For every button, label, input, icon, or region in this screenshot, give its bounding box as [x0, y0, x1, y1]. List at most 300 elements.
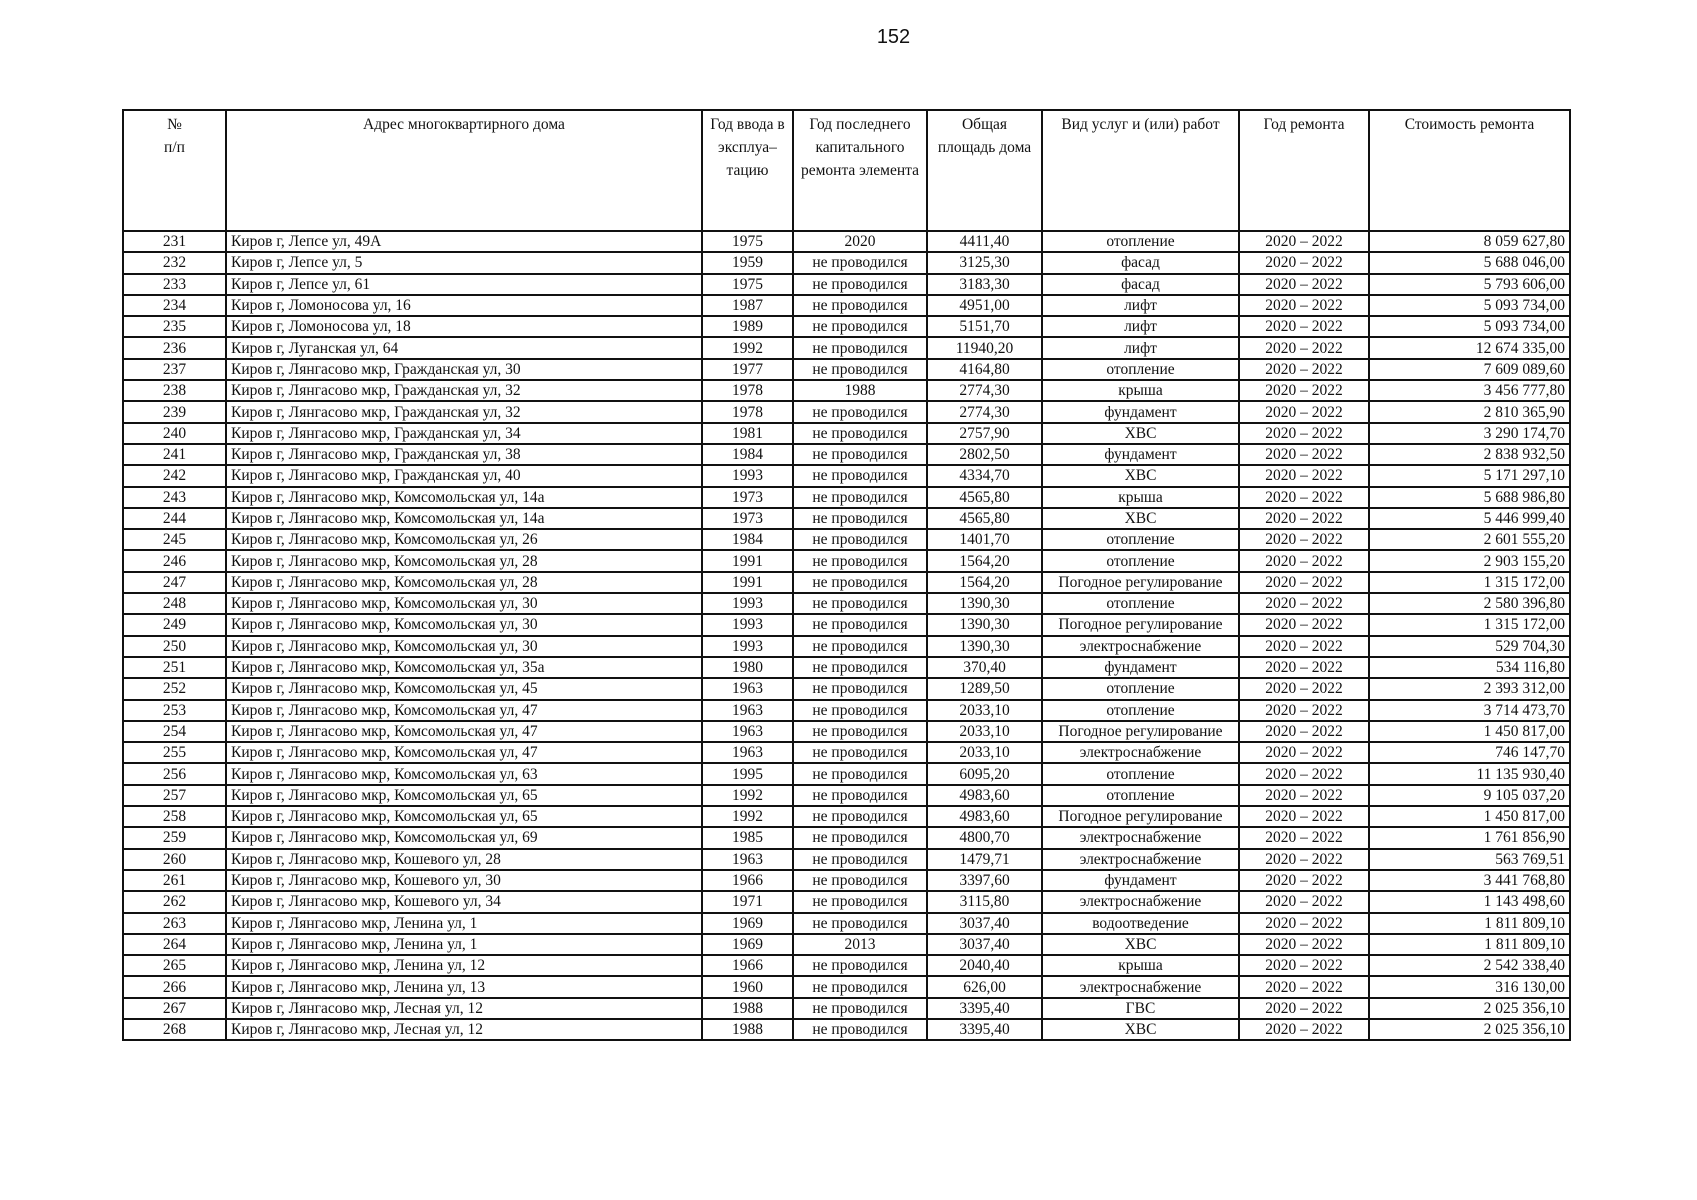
cell-last-repair: не проводился — [793, 849, 927, 870]
cell-repair-year: 2020 – 2022 — [1239, 891, 1369, 912]
cell-year-built: 1966 — [702, 870, 793, 891]
table-row — [123, 742, 1570, 763]
cell-repair-year: 2020 – 2022 — [1239, 572, 1369, 593]
cell-year-built: 1973 — [702, 508, 793, 529]
table-row — [123, 252, 1570, 273]
cell-area: 2040,40 — [927, 955, 1042, 976]
cell-num: 233 — [123, 274, 226, 295]
cell-address: Киров г, Лянгасово мкр, Комсомольская ул, 47 — [226, 742, 702, 763]
repair-table — [122, 109, 1571, 1041]
cell-cost: 2 025 356,10 — [1369, 998, 1570, 1019]
cell-num: 235 — [123, 316, 226, 337]
cell-year-built: 1963 — [702, 742, 793, 763]
table-row — [123, 870, 1570, 891]
cell-last-repair: не проводился — [793, 913, 927, 934]
table-body — [123, 231, 1570, 1040]
cell-last-repair: не проводился — [793, 295, 927, 316]
cell-cost: 8 059 627,80 — [1369, 231, 1570, 252]
cell-year-built: 1980 — [702, 657, 793, 678]
cell-year-built: 1981 — [702, 423, 793, 444]
cell-service: отопление — [1042, 593, 1239, 614]
cell-last-repair: не проводился — [793, 806, 927, 827]
cell-address: Киров г, Лянгасово мкр, Гражданская ул, 32 — [226, 380, 702, 401]
cell-year-built: 1993 — [702, 593, 793, 614]
cell-repair-year: 2020 – 2022 — [1239, 529, 1369, 550]
cell-num: 239 — [123, 401, 226, 422]
cell-cost: 5 093 734,00 — [1369, 295, 1570, 316]
cell-last-repair: не проводился — [793, 401, 927, 422]
table-row — [123, 827, 1570, 848]
cell-address: Киров г, Лепсе ул, 5 — [226, 252, 702, 273]
cell-repair-year: 2020 – 2022 — [1239, 742, 1369, 763]
cell-repair-year: 2020 – 2022 — [1239, 550, 1369, 571]
cell-area: 4565,80 — [927, 487, 1042, 508]
cell-area: 2033,10 — [927, 742, 1042, 763]
cell-last-repair: не проводился — [793, 444, 927, 465]
cell-service: ХВС — [1042, 465, 1239, 486]
table-row — [123, 934, 1570, 955]
table-row — [123, 700, 1570, 721]
cell-num: 263 — [123, 913, 226, 934]
cell-cost: 2 838 932,50 — [1369, 444, 1570, 465]
cell-num: 236 — [123, 337, 226, 358]
cell-year-built: 1984 — [702, 529, 793, 550]
cell-service: ХВС — [1042, 508, 1239, 529]
cell-service: отопление — [1042, 678, 1239, 699]
cell-cost: 2 580 396,80 — [1369, 593, 1570, 614]
table-row — [123, 465, 1570, 486]
cell-repair-year: 2020 – 2022 — [1239, 678, 1369, 699]
cell-last-repair: не проводился — [793, 487, 927, 508]
cell-last-repair: 2013 — [793, 934, 927, 955]
table-row — [123, 274, 1570, 295]
cell-service: Погодное регулирование — [1042, 806, 1239, 827]
cell-area: 1479,71 — [927, 849, 1042, 870]
cell-address: Киров г, Лянгасово мкр, Комсомольская ул, 28 — [226, 572, 702, 593]
cell-num: 253 — [123, 700, 226, 721]
table-row — [123, 423, 1570, 444]
cell-address: Киров г, Лянгасово мкр, Гражданская ул, 32 — [226, 401, 702, 422]
cell-num: 238 — [123, 380, 226, 401]
cell-service: отопление — [1042, 359, 1239, 380]
cell-service: лифт — [1042, 295, 1239, 316]
cell-repair-year: 2020 – 2022 — [1239, 337, 1369, 358]
cell-service: Погодное регулирование — [1042, 572, 1239, 593]
cell-last-repair: не проводился — [793, 614, 927, 635]
cell-address: Киров г, Лянгасово мкр, Ленина ул, 13 — [226, 976, 702, 997]
cell-last-repair: не проводился — [793, 785, 927, 806]
header-repair-year: Год ремонта — [1239, 110, 1369, 231]
table-row — [123, 806, 1570, 827]
cell-last-repair: не проводился — [793, 423, 927, 444]
cell-address: Киров г, Лянгасово мкр, Комсомольская ул, 30 — [226, 593, 702, 614]
cell-repair-year: 2020 – 2022 — [1239, 593, 1369, 614]
cell-repair-year: 2020 – 2022 — [1239, 465, 1369, 486]
cell-service: отопление — [1042, 529, 1239, 550]
cell-repair-year: 2020 – 2022 — [1239, 721, 1369, 742]
cell-last-repair: не проводился — [793, 337, 927, 358]
cell-repair-year: 2020 – 2022 — [1239, 274, 1369, 295]
cell-cost: 2 903 155,20 — [1369, 550, 1570, 571]
cell-last-repair: не проводился — [793, 998, 927, 1019]
table-row — [123, 380, 1570, 401]
cell-cost: 534 116,80 — [1369, 657, 1570, 678]
cell-year-built: 1963 — [702, 849, 793, 870]
cell-year-built: 1969 — [702, 913, 793, 934]
cell-cost: 2 810 365,90 — [1369, 401, 1570, 422]
cell-area: 2774,30 — [927, 380, 1042, 401]
cell-num: 261 — [123, 870, 226, 891]
cell-repair-year: 2020 – 2022 — [1239, 487, 1369, 508]
cell-cost: 12 674 335,00 — [1369, 337, 1570, 358]
cell-cost: 1 450 817,00 — [1369, 721, 1570, 742]
cell-service: крыша — [1042, 487, 1239, 508]
table-row — [123, 657, 1570, 678]
cell-area: 5151,70 — [927, 316, 1042, 337]
table-row — [123, 401, 1570, 422]
cell-cost: 3 714 473,70 — [1369, 700, 1570, 721]
cell-year-built: 1993 — [702, 636, 793, 657]
cell-num: 247 — [123, 572, 226, 593]
cell-last-repair: не проводился — [793, 252, 927, 273]
cell-service: ГВС — [1042, 998, 1239, 1019]
cell-last-repair: не проводился — [793, 572, 927, 593]
cell-num: 257 — [123, 785, 226, 806]
header-service: Вид услуг и (или) работ — [1042, 110, 1239, 231]
cell-service: электроснабжение — [1042, 827, 1239, 848]
cell-area: 2802,50 — [927, 444, 1042, 465]
cell-cost: 529 704,30 — [1369, 636, 1570, 657]
cell-service: фундамент — [1042, 401, 1239, 422]
cell-year-built: 1975 — [702, 274, 793, 295]
cell-address: Киров г, Лянгасово мкр, Комсомольская ул, 30 — [226, 636, 702, 657]
cell-cost: 746 147,70 — [1369, 742, 1570, 763]
cell-service: отопление — [1042, 700, 1239, 721]
cell-last-repair: 2020 — [793, 231, 927, 252]
cell-last-repair: не проводился — [793, 359, 927, 380]
cell-cost: 1 811 809,10 — [1369, 913, 1570, 934]
cell-service: ХВС — [1042, 934, 1239, 955]
cell-service: ХВС — [1042, 423, 1239, 444]
cell-num: 244 — [123, 508, 226, 529]
cell-cost: 5 793 606,00 — [1369, 274, 1570, 295]
cell-service: фасад — [1042, 252, 1239, 273]
cell-area: 370,40 — [927, 657, 1042, 678]
cell-address: Киров г, Лянгасово мкр, Ленина ул, 1 — [226, 934, 702, 955]
cell-address: Киров г, Лянгасово мкр, Кошевого ул, 34 — [226, 891, 702, 912]
cell-repair-year: 2020 – 2022 — [1239, 700, 1369, 721]
table-row — [123, 316, 1570, 337]
cell-address: Киров г, Лянгасово мкр, Гражданская ул, 40 — [226, 465, 702, 486]
cell-num: 267 — [123, 998, 226, 1019]
cell-year-built: 1978 — [702, 401, 793, 422]
cell-num: 240 — [123, 423, 226, 444]
cell-last-repair: не проводился — [793, 465, 927, 486]
cell-year-built: 1966 — [702, 955, 793, 976]
cell-service: лифт — [1042, 316, 1239, 337]
cell-repair-year: 2020 – 2022 — [1239, 614, 1369, 635]
cell-repair-year: 2020 – 2022 — [1239, 636, 1369, 657]
cell-repair-year: 2020 – 2022 — [1239, 870, 1369, 891]
cell-area: 1390,30 — [927, 636, 1042, 657]
cell-last-repair: не проводился — [793, 593, 927, 614]
cell-num: 243 — [123, 487, 226, 508]
cell-address: Киров г, Лянгасово мкр, Комсомольская ул, 65 — [226, 785, 702, 806]
cell-last-repair: не проводился — [793, 763, 927, 784]
cell-service: электроснабжение — [1042, 636, 1239, 657]
cell-address: Киров г, Лянгасово мкр, Комсомольская ул, 47 — [226, 700, 702, 721]
cell-last-repair: не проводился — [793, 636, 927, 657]
cell-area: 4951,00 — [927, 295, 1042, 316]
table-row — [123, 763, 1570, 784]
cell-year-built: 1988 — [702, 998, 793, 1019]
table-row — [123, 295, 1570, 316]
cell-cost: 5 093 734,00 — [1369, 316, 1570, 337]
cell-repair-year: 2020 – 2022 — [1239, 380, 1369, 401]
cell-address: Киров г, Лянгасово мкр, Кошевого ул, 28 — [226, 849, 702, 870]
cell-area: 626,00 — [927, 976, 1042, 997]
cell-last-repair: 1988 — [793, 380, 927, 401]
cell-last-repair: не проводился — [793, 976, 927, 997]
cell-repair-year: 2020 – 2022 — [1239, 806, 1369, 827]
page-number: 152 — [876, 26, 911, 48]
cell-num: 241 — [123, 444, 226, 465]
cell-service: Погодное регулирование — [1042, 614, 1239, 635]
cell-area: 4983,60 — [927, 785, 1042, 806]
cell-year-built: 1991 — [702, 572, 793, 593]
cell-repair-year: 2020 – 2022 — [1239, 785, 1369, 806]
table-row — [123, 1019, 1570, 1040]
cell-service: Погодное регулирование — [1042, 721, 1239, 742]
cell-service: фундамент — [1042, 444, 1239, 465]
cell-area: 3397,60 — [927, 870, 1042, 891]
cell-area: 3395,40 — [927, 1019, 1042, 1040]
cell-service: ХВС — [1042, 1019, 1239, 1040]
cell-cost: 7 609 089,60 — [1369, 359, 1570, 380]
cell-service: крыша — [1042, 380, 1239, 401]
cell-repair-year: 2020 – 2022 — [1239, 657, 1369, 678]
cell-last-repair: не проводился — [793, 508, 927, 529]
cell-address: Киров г, Лянгасово мкр, Комсомольская ул, 69 — [226, 827, 702, 848]
cell-address: Киров г, Лянгасово мкр, Комсомольская ул, 30 — [226, 614, 702, 635]
table-row — [123, 529, 1570, 550]
cell-last-repair: не проводился — [793, 870, 927, 891]
cell-cost: 2 601 555,20 — [1369, 529, 1570, 550]
cell-address: Киров г, Ломоносова ул, 16 — [226, 295, 702, 316]
cell-repair-year: 2020 – 2022 — [1239, 401, 1369, 422]
cell-year-built: 1971 — [702, 891, 793, 912]
table-row — [123, 891, 1570, 912]
table-row — [123, 913, 1570, 934]
cell-service: отопление — [1042, 763, 1239, 784]
table-row — [123, 614, 1570, 635]
cell-service: электроснабжение — [1042, 742, 1239, 763]
cell-last-repair: не проводился — [793, 700, 927, 721]
cell-num: 258 — [123, 806, 226, 827]
cell-area: 3115,80 — [927, 891, 1042, 912]
cell-repair-year: 2020 – 2022 — [1239, 1019, 1369, 1040]
cell-service: фундамент — [1042, 657, 1239, 678]
cell-num: 234 — [123, 295, 226, 316]
cell-address: Киров г, Лянгасово мкр, Комсомольская ул, 28 — [226, 550, 702, 571]
cell-year-built: 1992 — [702, 785, 793, 806]
cell-area: 11940,20 — [927, 337, 1042, 358]
cell-last-repair: не проводился — [793, 657, 927, 678]
cell-address: Киров г, Лянгасово мкр, Ленина ул, 12 — [226, 955, 702, 976]
cell-last-repair: не проводился — [793, 274, 927, 295]
cell-num: 237 — [123, 359, 226, 380]
cell-repair-year: 2020 – 2022 — [1239, 444, 1369, 465]
cell-year-built: 1959 — [702, 252, 793, 273]
cell-address: Киров г, Лянгасово мкр, Комсомольская ул, 35а — [226, 657, 702, 678]
cell-cost: 5 171 297,10 — [1369, 465, 1570, 486]
cell-cost: 5 688 986,80 — [1369, 487, 1570, 508]
cell-area: 1564,20 — [927, 572, 1042, 593]
cell-num: 266 — [123, 976, 226, 997]
cell-area: 3037,40 — [927, 913, 1042, 934]
cell-year-built: 1984 — [702, 444, 793, 465]
cell-year-built: 1963 — [702, 700, 793, 721]
cell-service: крыша — [1042, 955, 1239, 976]
cell-cost: 9 105 037,20 — [1369, 785, 1570, 806]
cell-year-built: 1963 — [702, 721, 793, 742]
cell-address: Киров г, Лянгасово мкр, Комсомольская ул, 63 — [226, 763, 702, 784]
cell-area: 1401,70 — [927, 529, 1042, 550]
cell-num: 254 — [123, 721, 226, 742]
table-row — [123, 976, 1570, 997]
header-area: Общая площадь дома — [927, 110, 1042, 231]
cell-cost: 3 456 777,80 — [1369, 380, 1570, 401]
cell-year-built: 1977 — [702, 359, 793, 380]
cell-service: отопление — [1042, 231, 1239, 252]
header-year-built: Год ввода в эксплуа–тацию — [702, 110, 793, 231]
cell-address: Киров г, Лянгасово мкр, Комсомольская ул, 47 — [226, 721, 702, 742]
cell-last-repair: не проводился — [793, 1019, 927, 1040]
cell-address: Киров г, Лянгасово мкр, Гражданская ул, 38 — [226, 444, 702, 465]
cell-repair-year: 2020 – 2022 — [1239, 231, 1369, 252]
cell-last-repair: не проводился — [793, 721, 927, 742]
table-row — [123, 721, 1570, 742]
cell-num: 255 — [123, 742, 226, 763]
cell-last-repair: не проводился — [793, 678, 927, 699]
cell-repair-year: 2020 – 2022 — [1239, 976, 1369, 997]
cell-year-built: 1973 — [702, 487, 793, 508]
cell-year-built: 1993 — [702, 465, 793, 486]
cell-address: Киров г, Лянгасово мкр, Гражданская ул, 30 — [226, 359, 702, 380]
cell-num: 252 — [123, 678, 226, 699]
header-cost: Стоимость ремонта — [1369, 110, 1570, 231]
cell-num: 256 — [123, 763, 226, 784]
cell-address: Киров г, Лянгасово мкр, Ленина ул, 1 — [226, 913, 702, 934]
cell-service: лифт — [1042, 337, 1239, 358]
cell-service: водоотведение — [1042, 913, 1239, 934]
table-row — [123, 508, 1570, 529]
table-row — [123, 955, 1570, 976]
cell-area: 4800,70 — [927, 827, 1042, 848]
cell-last-repair: не проводился — [793, 891, 927, 912]
table-row — [123, 678, 1570, 699]
cell-area: 2033,10 — [927, 700, 1042, 721]
cell-cost: 3 290 174,70 — [1369, 423, 1570, 444]
cell-area: 2033,10 — [927, 721, 1042, 742]
cell-year-built: 1993 — [702, 614, 793, 635]
cell-area: 4565,80 — [927, 508, 1042, 529]
cell-last-repair: не проводился — [793, 827, 927, 848]
cell-cost: 2 025 356,10 — [1369, 1019, 1570, 1040]
cell-repair-year: 2020 – 2022 — [1239, 955, 1369, 976]
header-address: Адрес многоквартирного дома — [226, 110, 702, 231]
cell-area: 3395,40 — [927, 998, 1042, 1019]
cell-area: 1564,20 — [927, 550, 1042, 571]
cell-address: Киров г, Лянгасово мкр, Гражданская ул, 34 — [226, 423, 702, 444]
cell-num: 259 — [123, 827, 226, 848]
table-row — [123, 998, 1570, 1019]
cell-address: Киров г, Лянгасово мкр, Комсомольская ул, 14а — [226, 487, 702, 508]
cell-address: Киров г, Лепсе ул, 61 — [226, 274, 702, 295]
cell-repair-year: 2020 – 2022 — [1239, 316, 1369, 337]
cell-num: 242 — [123, 465, 226, 486]
table-row — [123, 550, 1570, 571]
cell-repair-year: 2020 – 2022 — [1239, 998, 1369, 1019]
cell-year-built: 1960 — [702, 976, 793, 997]
cell-num: 231 — [123, 231, 226, 252]
cell-cost: 2 393 312,00 — [1369, 678, 1570, 699]
cell-cost: 1 143 498,60 — [1369, 891, 1570, 912]
cell-cost: 1 811 809,10 — [1369, 934, 1570, 955]
cell-year-built: 1989 — [702, 316, 793, 337]
cell-repair-year: 2020 – 2022 — [1239, 252, 1369, 273]
cell-num: 264 — [123, 934, 226, 955]
cell-repair-year: 2020 – 2022 — [1239, 849, 1369, 870]
cell-service: отопление — [1042, 550, 1239, 571]
table-row — [123, 785, 1570, 806]
cell-address: Киров г, Лянгасово мкр, Комсомольская ул, 45 — [226, 678, 702, 699]
cell-area: 3037,40 — [927, 934, 1042, 955]
cell-num: 268 — [123, 1019, 226, 1040]
header-num: № п/п — [123, 110, 226, 231]
cell-year-built: 1992 — [702, 806, 793, 827]
cell-address: Киров г, Лянгасово мкр, Комсомольская ул, 14а — [226, 508, 702, 529]
cell-num: 262 — [123, 891, 226, 912]
cell-cost: 1 450 817,00 — [1369, 806, 1570, 827]
cell-year-built: 1963 — [702, 678, 793, 699]
table-header-row — [123, 110, 1570, 231]
cell-repair-year: 2020 – 2022 — [1239, 913, 1369, 934]
header-last-repair: Год последнего капитального ремонта элемента — [793, 110, 927, 231]
cell-num: 232 — [123, 252, 226, 273]
table-row — [123, 487, 1570, 508]
cell-repair-year: 2020 – 2022 — [1239, 423, 1369, 444]
cell-cost: 1 761 856,90 — [1369, 827, 1570, 848]
cell-cost: 1 315 172,00 — [1369, 572, 1570, 593]
cell-address: Киров г, Луганская ул, 64 — [226, 337, 702, 358]
cell-area: 4164,80 — [927, 359, 1042, 380]
cell-area: 1390,30 — [927, 614, 1042, 635]
cell-area: 4334,70 — [927, 465, 1042, 486]
cell-num: 249 — [123, 614, 226, 635]
table-row — [123, 337, 1570, 358]
cell-year-built: 1988 — [702, 1019, 793, 1040]
cell-service: отопление — [1042, 785, 1239, 806]
cell-num: 245 — [123, 529, 226, 550]
cell-last-repair: не проводился — [793, 529, 927, 550]
cell-cost: 5 688 046,00 — [1369, 252, 1570, 273]
cell-num: 251 — [123, 657, 226, 678]
cell-year-built: 1975 — [702, 231, 793, 252]
cell-repair-year: 2020 – 2022 — [1239, 934, 1369, 955]
cell-area: 1390,30 — [927, 593, 1042, 614]
cell-cost: 3 441 768,80 — [1369, 870, 1570, 891]
